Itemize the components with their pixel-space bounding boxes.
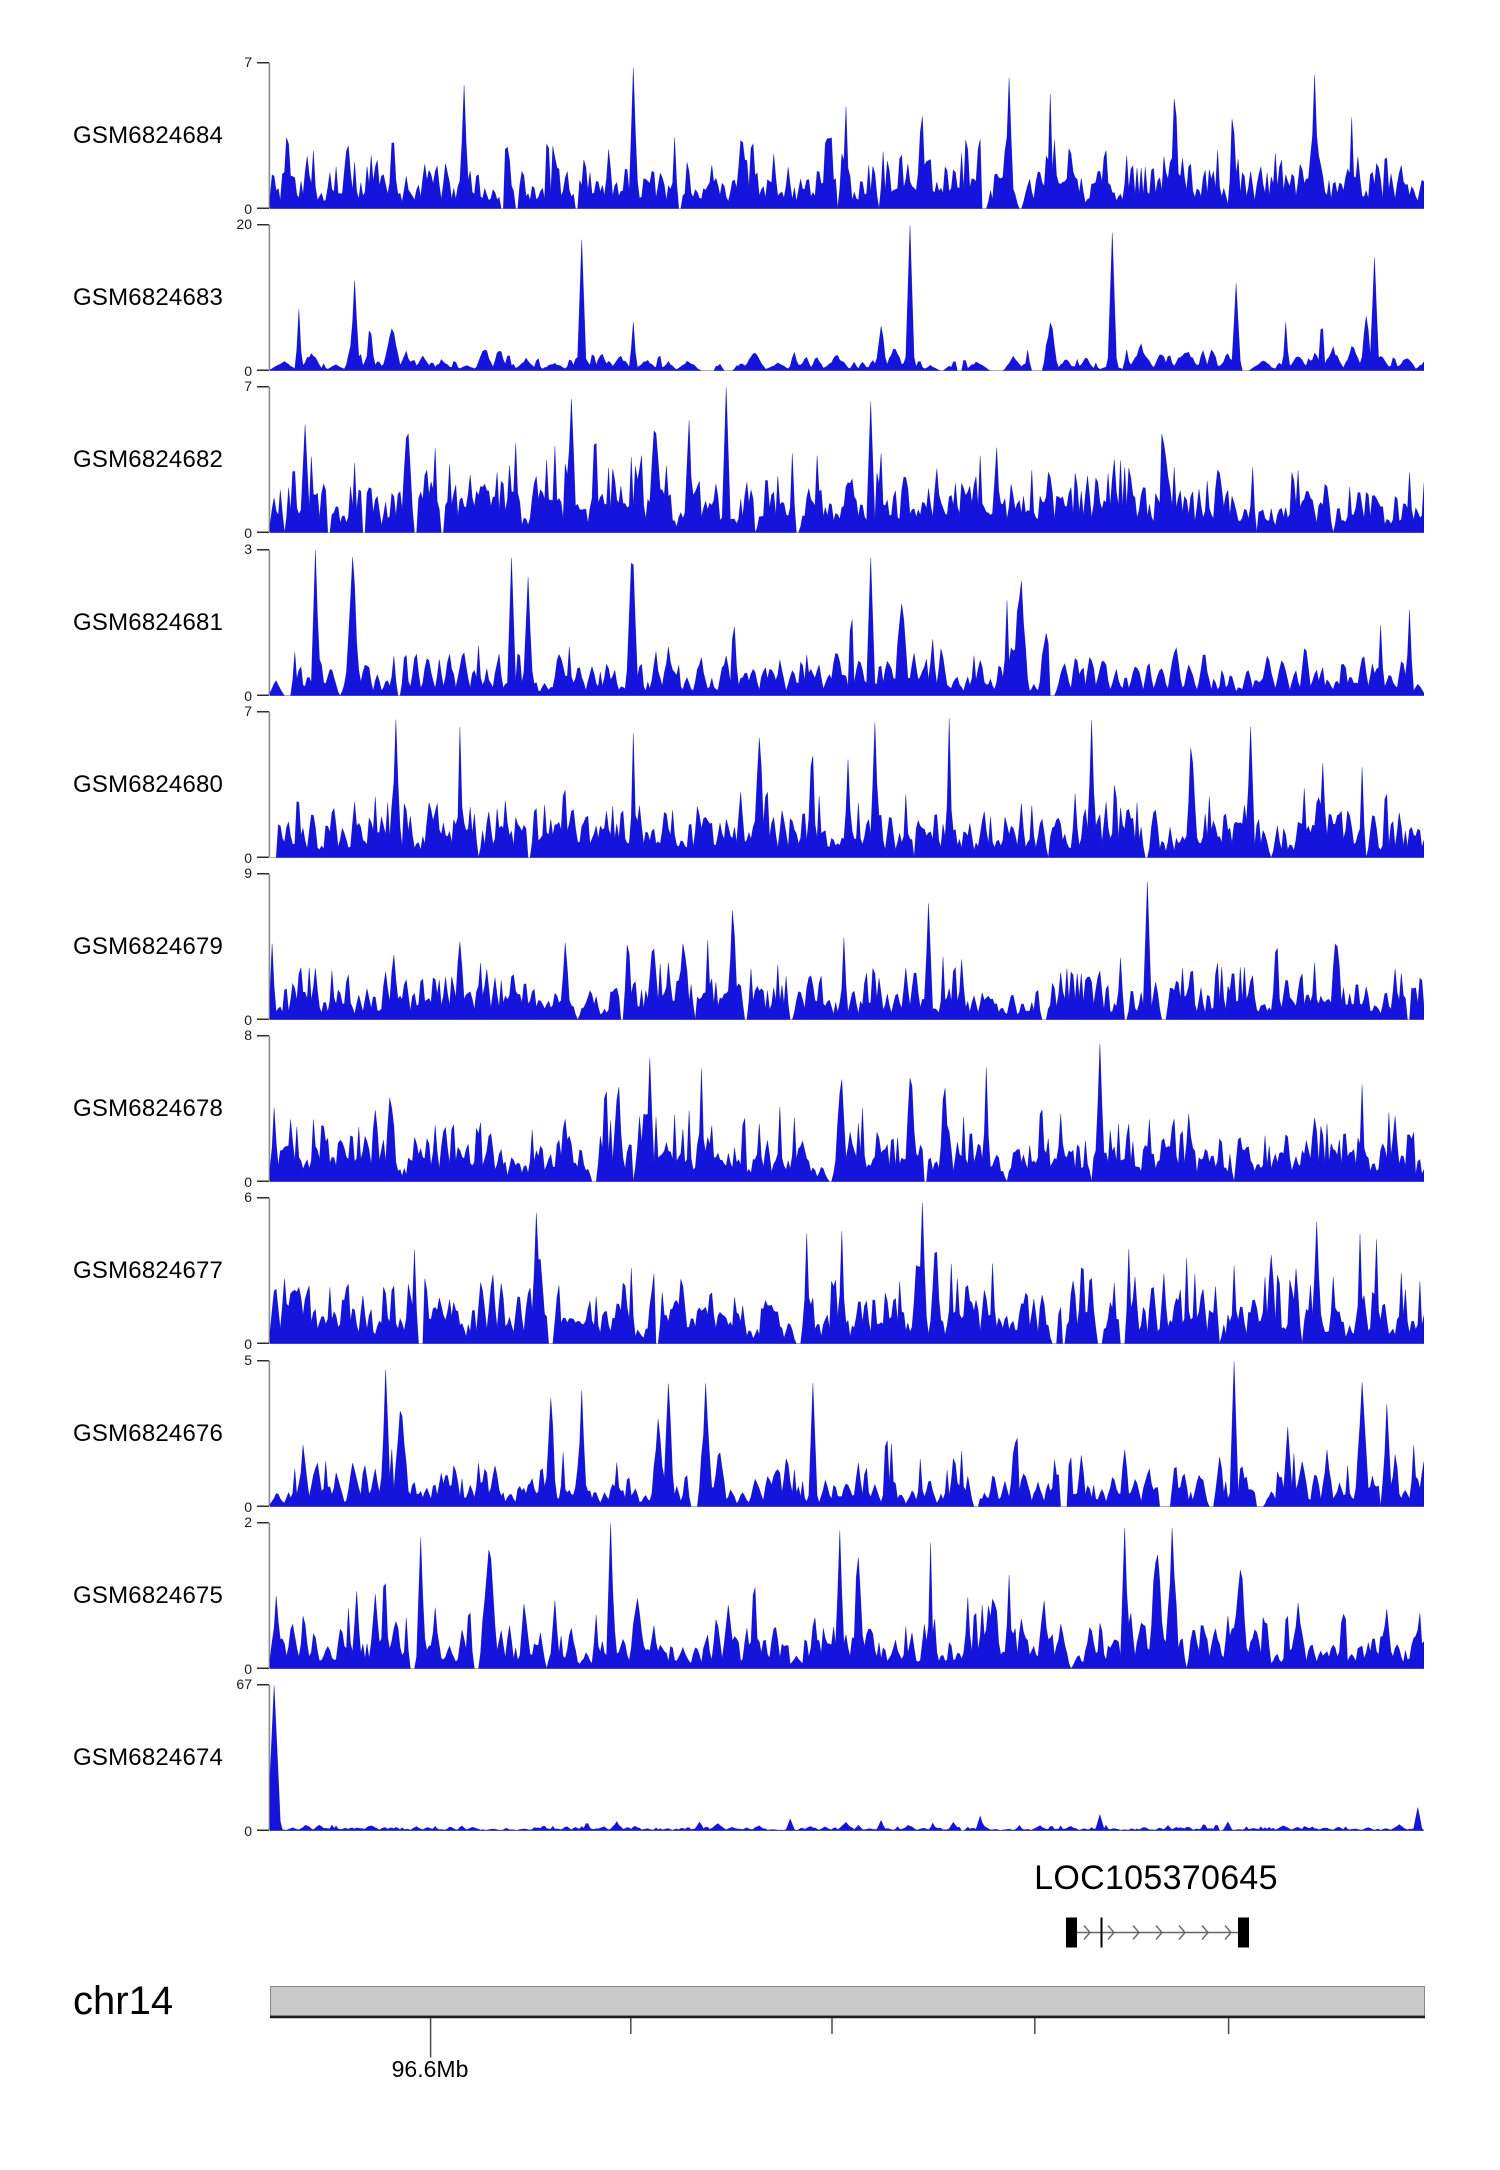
- chromosome-name-label: chr14: [73, 1979, 174, 2023]
- exon-box-left: [1066, 1918, 1077, 1948]
- data-track-row: [0, 216, 1500, 379]
- y-axis-max-label: 3: [244, 541, 252, 557]
- coverage-plot: [256, 873, 1424, 1020]
- coverage-plot: [256, 386, 1424, 533]
- data-track-row: [0, 1676, 1500, 1839]
- axis-tick-label: 96.6Mb: [391, 2056, 469, 2082]
- y-axis-max-label: 7: [244, 378, 252, 394]
- coverage-plot: [256, 1197, 1424, 1344]
- coverage-plot: [256, 711, 1424, 858]
- track-label: GSM6824674: [73, 1743, 224, 1771]
- axis-ticks: [431, 2018, 1229, 2058]
- coverage-plot: [256, 224, 1424, 371]
- y-axis-max-label: 6: [244, 1189, 252, 1205]
- data-track-row: [0, 1027, 1500, 1190]
- y-axis-max-label: 5: [244, 1352, 252, 1368]
- y-axis-zero-label: 0: [244, 1174, 252, 1190]
- track-label: GSM6824682: [73, 445, 224, 473]
- y-axis-zero-label: 0: [244, 201, 252, 217]
- coverage-plot: [256, 1684, 1424, 1831]
- coverage-plot: [256, 1360, 1424, 1507]
- data-track-row: [0, 1514, 1500, 1677]
- data-track-row: [0, 541, 1500, 704]
- data-track-row: [0, 1189, 1500, 1352]
- y-axis-zero-label: 0: [244, 1012, 252, 1028]
- y-axis-max-label: 67: [236, 1676, 252, 1692]
- track-label: GSM6824684: [73, 121, 224, 149]
- y-axis-zero-label: 0: [244, 850, 252, 866]
- data-track-row: [0, 703, 1500, 866]
- gene-name-label: LOC105370645: [1034, 1859, 1278, 1897]
- data-track-row: [0, 1352, 1500, 1515]
- y-axis-zero-label: 0: [244, 1661, 252, 1677]
- coverage-plot: [256, 62, 1424, 209]
- y-axis-max-label: 20: [236, 216, 252, 232]
- data-track-row: [0, 54, 1500, 217]
- gene-model: [1060, 1912, 1260, 1956]
- track-label: GSM6824680: [73, 770, 224, 798]
- y-axis-zero-label: 0: [244, 1499, 252, 1515]
- y-axis-max-label: 7: [244, 703, 252, 719]
- track-label: GSM6824678: [73, 1094, 224, 1122]
- chromosome-axis: [270, 1986, 1426, 2066]
- y-axis-zero-label: 0: [244, 363, 252, 379]
- coverage-plot: [256, 1035, 1424, 1182]
- track-label: GSM6824681: [73, 608, 224, 636]
- y-axis-zero-label: 0: [244, 688, 252, 704]
- track-label: GSM6824679: [73, 932, 224, 960]
- y-axis-zero-label: 0: [244, 1336, 252, 1352]
- exon-box-right: [1238, 1918, 1249, 1948]
- y-axis-max-label: 7: [244, 54, 252, 70]
- track-label: GSM6824677: [73, 1256, 224, 1284]
- data-track-row: [0, 378, 1500, 541]
- coverage-plot: [256, 1522, 1424, 1669]
- y-axis-max-label: 8: [244, 1027, 252, 1043]
- y-axis-max-label: 2: [244, 1514, 252, 1530]
- y-axis-max-label: 9: [244, 865, 252, 881]
- data-track-row: [0, 865, 1500, 1028]
- track-label: GSM6824676: [73, 1419, 224, 1447]
- y-axis-zero-label: 0: [244, 1823, 252, 1839]
- coverage-plot: [256, 549, 1424, 696]
- y-axis-zero-label: 0: [244, 525, 252, 541]
- track-label: GSM6824683: [73, 283, 224, 311]
- chromosome-ideogram-bar: [271, 1987, 1425, 2017]
- track-label: GSM6824675: [73, 1581, 224, 1609]
